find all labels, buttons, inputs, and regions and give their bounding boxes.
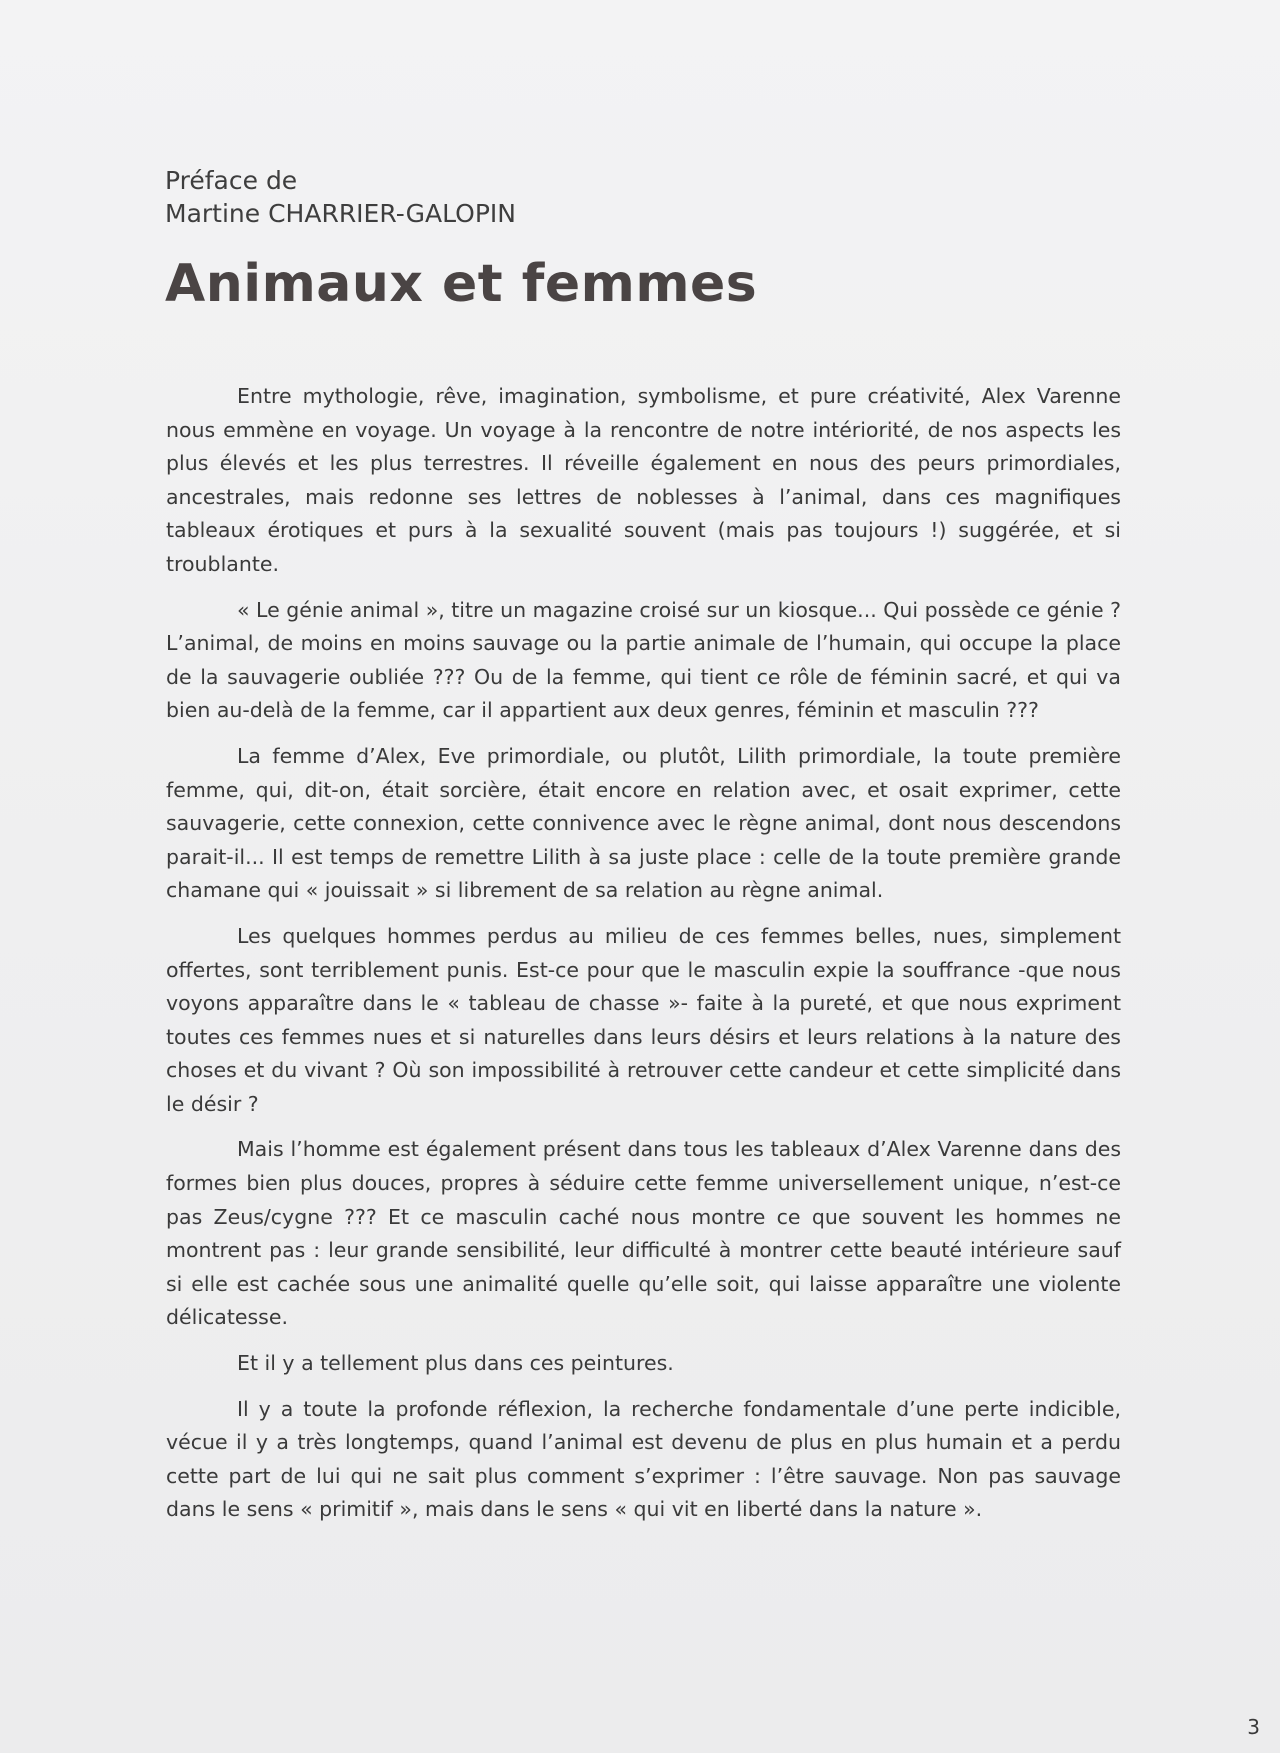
paragraph-3: La femme d’Alex, Eve primordiale, ou plutôt, Lilith primordiale, la toute première femme, qui, dit-on, était sorcière, était encore en relation avec, et osait exprimer, cette sauvagerie, cette connexion, cette connivence avec le règne animal, dont nous descendons parait-il... Il est temps de remettre Lilith à sa juste place : celle de la toute première grande chamane qui « jouissait » si librement de sa relation au règne animal.	[166, 743, 1121, 903]
paragraph-1: Entre mythologie, rêve, imagination, symbolisme, et pure créativité, Alex Varenne nous emmène en voyage. Un voyage à la rencontre de notre intériorité, de nos aspects les plus élevés et les plus terrestres. Il réveille également en nous des peurs primordiales, ancestrales, mais redonne ses lettres de noblesses à l’animal, dans ces magnifiques tableaux érotiques et purs à la sexualité souvent (mais pas toujours !) suggérée, et si troublante.	[166, 384, 1121, 576]
paragraph-5: Mais l’homme est également présent dans tous les tableaux d’Alex Varenne dans des formes bien plus douces, propres à séduire cette femme universellement unique, n’est-ce pas Zeus/cygne ??? Et ce masculin caché nous montre ce que souvent les hommes ne montrent pas : leur grande sensibilité, leur difficulté à montrer cette beauté intérieure sauf si elle est cachée sous une animalité quelle qu’elle soit, qui laisse apparaître une violente délicatesse.	[166, 1137, 1121, 1330]
paragraph-6: Et il y a tellement plus dans ces peintures.	[237, 1351, 674, 1376]
page-number: 3	[1247, 1715, 1260, 1739]
body-text	[166, 380, 1121, 1539]
paragraph-7: Il y a toute la profonde réflexion, la recherche fondamentale d’une perte indicible, vécue il y a très longtemps, quand l’animal est devenu de plus en plus humain et a perdu cette part de lui qui ne sait plus comment s’exprimer : l’être sauvage. Non pas sauvage dans le sens « primitif », mais dans le sens « qui vit en liberté dans la nature ».	[166, 1396, 1121, 1522]
preface-author: Martine CHARRIER-GALOPIN	[165, 199, 516, 228]
paragraph-4: Les quelques hommes perdus au milieu de ces femmes belles, nues, simplement offertes, sont terriblement punis. Est-ce pour que le masculin expie la souffrance -que nous voyons apparaître dans le « tableau de chasse »- faite à la pureté, et que nous expriment toutes ces femmes nues et si naturelles dans leurs désirs et leurs relations à la nature des choses et du vivant ? Où son impossibilité à retrouver cette candeur et cette simplicité dans le désir ?	[166, 923, 1121, 1116]
page-header	[165, 164, 1125, 314]
page-title: Animaux et femmes	[165, 254, 758, 314]
paragraph-2: « Le génie animal », titre un magazine croisé sur un kiosque... Qui possède ce génie ? L’animal, de moins en moins sauvage ou la partie animale de l’humain, qui occupe la place de la sauvagerie oubliée ??? Ou de la femme, qui tient ce rôle de féminin sacré, et qui va bien au-delà de la femme, car il appartient aux deux genres, féminin et masculin ???	[166, 597, 1121, 723]
preface-label: Préface de	[165, 166, 298, 195]
